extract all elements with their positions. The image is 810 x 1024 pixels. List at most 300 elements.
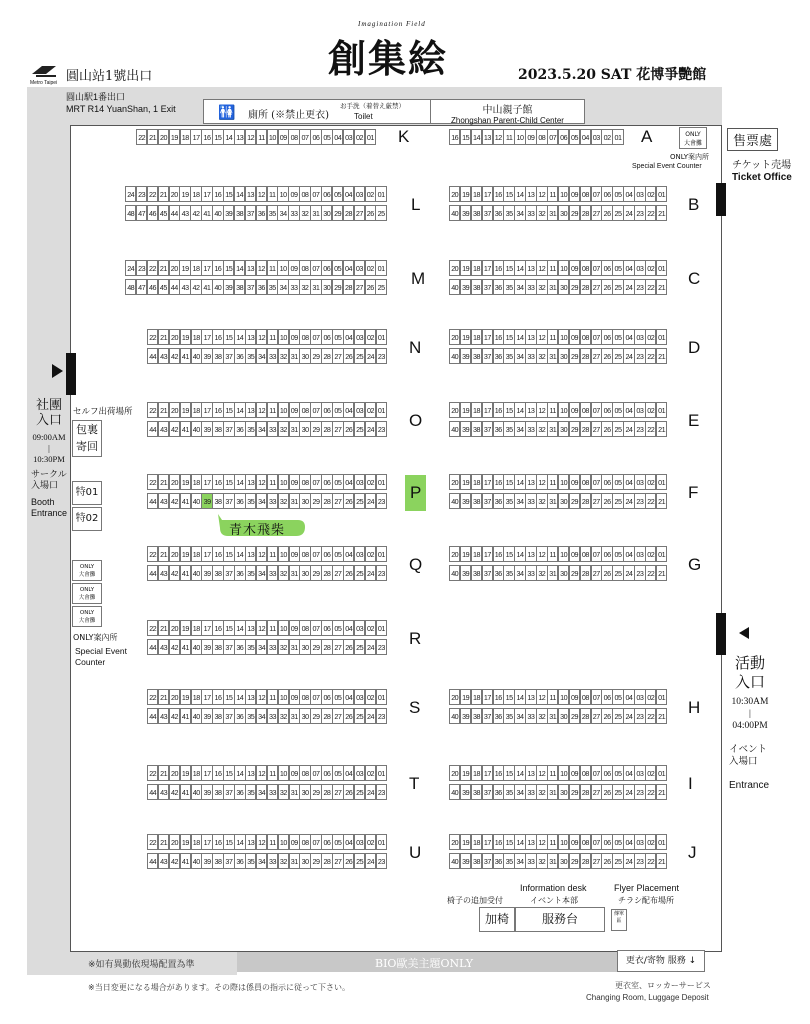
booth-t07[interactable]: 07 <box>310 765 321 781</box>
booth-s42[interactable]: 42 <box>169 708 180 724</box>
booth-q07[interactable]: 07 <box>310 546 321 562</box>
booth-d10[interactable]: 10 <box>558 329 569 345</box>
booth-e14[interactable]: 14 <box>514 402 525 418</box>
booth-g24[interactable]: 24 <box>623 565 634 581</box>
booth-s04[interactable]: 04 <box>343 689 354 705</box>
booth-m20[interactable]: 20 <box>169 260 180 276</box>
booth-k06[interactable]: 06 <box>310 129 321 145</box>
booth-g32[interactable]: 32 <box>536 565 547 581</box>
booth-m13[interactable]: 13 <box>245 260 256 276</box>
booth-m07[interactable]: 07 <box>310 260 321 276</box>
booth-u14[interactable]: 14 <box>234 834 245 850</box>
booth-l03[interactable]: 03 <box>354 186 365 202</box>
booth-b19[interactable]: 19 <box>460 186 471 202</box>
booth-g14[interactable]: 14 <box>514 546 525 562</box>
booth-u06[interactable]: 06 <box>321 834 332 850</box>
booth-q15[interactable]: 15 <box>223 546 234 562</box>
booth-d14[interactable]: 14 <box>514 329 525 345</box>
booth-f34[interactable]: 34 <box>514 493 525 509</box>
booth-g01[interactable]: 01 <box>656 546 667 562</box>
booth-o30[interactable]: 30 <box>299 421 310 437</box>
booth-u38[interactable]: 38 <box>212 853 223 869</box>
booth-c06[interactable]: 06 <box>601 260 612 276</box>
booth-q41[interactable]: 41 <box>180 565 191 581</box>
booth-i35[interactable]: 35 <box>503 784 514 800</box>
booth-r07[interactable]: 07 <box>310 620 321 636</box>
booth-h38[interactable]: 38 <box>471 708 482 724</box>
booth-i26[interactable]: 26 <box>601 784 612 800</box>
booth-m02[interactable]: 02 <box>365 260 376 276</box>
booth-a12[interactable]: 12 <box>493 129 504 145</box>
booth-l23[interactable]: 23 <box>136 186 147 202</box>
booth-k18[interactable]: 18 <box>180 129 191 145</box>
booth-g34[interactable]: 34 <box>514 565 525 581</box>
booth-s01[interactable]: 01 <box>376 689 387 705</box>
booth-j07[interactable]: 07 <box>591 834 602 850</box>
booth-d30[interactable]: 30 <box>558 348 569 364</box>
booth-n22[interactable]: 22 <box>147 329 158 345</box>
booth-u43[interactable]: 43 <box>158 853 169 869</box>
booth-h12[interactable]: 12 <box>536 689 547 705</box>
booth-s03[interactable]: 03 <box>354 689 365 705</box>
booth-o36[interactable]: 36 <box>234 421 245 437</box>
booth-h02[interactable]: 02 <box>645 689 656 705</box>
booth-q35[interactable]: 35 <box>245 565 256 581</box>
booth-c18[interactable]: 18 <box>471 260 482 276</box>
booth-l10[interactable]: 10 <box>277 186 288 202</box>
booth-l39[interactable]: 39 <box>223 205 234 221</box>
booth-u31[interactable]: 31 <box>289 853 300 869</box>
booth-j39[interactable]: 39 <box>460 853 471 869</box>
booth-c11[interactable]: 11 <box>547 260 558 276</box>
booth-e08[interactable]: 08 <box>580 402 591 418</box>
booth-r20[interactable]: 20 <box>169 620 180 636</box>
booth-s02[interactable]: 02 <box>365 689 376 705</box>
booth-i01[interactable]: 01 <box>656 765 667 781</box>
booth-i29[interactable]: 29 <box>569 784 580 800</box>
booth-t44[interactable]: 44 <box>147 784 158 800</box>
booth-s44[interactable]: 44 <box>147 708 158 724</box>
booth-s10[interactable]: 10 <box>278 689 289 705</box>
booth-j29[interactable]: 29 <box>569 853 580 869</box>
booth-m45[interactable]: 45 <box>158 279 169 295</box>
booth-l40[interactable]: 40 <box>212 205 223 221</box>
booth-t31[interactable]: 31 <box>289 784 300 800</box>
booth-s29[interactable]: 29 <box>310 708 321 724</box>
booth-o28[interactable]: 28 <box>321 421 332 437</box>
booth-i10[interactable]: 10 <box>558 765 569 781</box>
booth-n24[interactable]: 24 <box>365 348 376 364</box>
booth-s32[interactable]: 32 <box>278 708 289 724</box>
booth-f08[interactable]: 08 <box>580 474 591 490</box>
booth-g22[interactable]: 22 <box>645 565 656 581</box>
booth-t37[interactable]: 37 <box>223 784 234 800</box>
booth-n25[interactable]: 25 <box>354 348 365 364</box>
booth-m22[interactable]: 22 <box>147 260 158 276</box>
booth-d09[interactable]: 09 <box>569 329 580 345</box>
booth-m28[interactable]: 28 <box>343 279 354 295</box>
booth-i15[interactable]: 15 <box>503 765 514 781</box>
booth-l16[interactable]: 16 <box>212 186 223 202</box>
booth-o08[interactable]: 08 <box>299 402 310 418</box>
booth-k20[interactable]: 20 <box>158 129 169 145</box>
booth-g21[interactable]: 21 <box>656 565 667 581</box>
booth-n30[interactable]: 30 <box>299 348 310 364</box>
booth-c28[interactable]: 28 <box>580 279 591 295</box>
booth-h11[interactable]: 11 <box>547 689 558 705</box>
booth-g39[interactable]: 39 <box>460 565 471 581</box>
booth-r40[interactable]: 40 <box>191 639 202 655</box>
booth-r38[interactable]: 38 <box>212 639 223 655</box>
booth-n29[interactable]: 29 <box>310 348 321 364</box>
booth-n21[interactable]: 21 <box>158 329 169 345</box>
booth-i33[interactable]: 33 <box>525 784 536 800</box>
booth-l08[interactable]: 08 <box>299 186 310 202</box>
booth-o22[interactable]: 22 <box>147 402 158 418</box>
booth-b12[interactable]: 12 <box>536 186 547 202</box>
booth-e06[interactable]: 06 <box>601 402 612 418</box>
booth-n42[interactable]: 42 <box>169 348 180 364</box>
booth-m34[interactable]: 34 <box>277 279 288 295</box>
booth-u39[interactable]: 39 <box>201 853 212 869</box>
booth-q26[interactable]: 26 <box>343 565 354 581</box>
booth-i19[interactable]: 19 <box>460 765 471 781</box>
booth-s38[interactable]: 38 <box>212 708 223 724</box>
booth-b36[interactable]: 36 <box>493 205 504 221</box>
booth-f19[interactable]: 19 <box>460 474 471 490</box>
booth-p36[interactable]: 36 <box>234 493 245 509</box>
booth-u04[interactable]: 04 <box>343 834 354 850</box>
booth-g07[interactable]: 07 <box>591 546 602 562</box>
booth-b23[interactable]: 23 <box>634 205 645 221</box>
booth-t11[interactable]: 11 <box>267 765 278 781</box>
booth-s40[interactable]: 40 <box>191 708 202 724</box>
booth-b13[interactable]: 13 <box>525 186 536 202</box>
booth-d05[interactable]: 05 <box>612 329 623 345</box>
booth-f23[interactable]: 23 <box>634 493 645 509</box>
booth-f15[interactable]: 15 <box>503 474 514 490</box>
booth-e03[interactable]: 03 <box>634 402 645 418</box>
booth-o32[interactable]: 32 <box>278 421 289 437</box>
booth-g09[interactable]: 09 <box>569 546 580 562</box>
booth-t33[interactable]: 33 <box>267 784 278 800</box>
booth-r26[interactable]: 26 <box>343 639 354 655</box>
booth-f07[interactable]: 07 <box>591 474 602 490</box>
booth-p01[interactable]: 01 <box>376 474 387 490</box>
booth-e17[interactable]: 17 <box>482 402 493 418</box>
booth-b24[interactable]: 24 <box>623 205 634 221</box>
booth-n43[interactable]: 43 <box>158 348 169 364</box>
booth-c32[interactable]: 32 <box>536 279 547 295</box>
booth-m35[interactable]: 35 <box>267 279 278 295</box>
booth-q04[interactable]: 04 <box>343 546 354 562</box>
booth-o14[interactable]: 14 <box>234 402 245 418</box>
booth-b11[interactable]: 11 <box>547 186 558 202</box>
booth-b33[interactable]: 33 <box>525 205 536 221</box>
booth-u34[interactable]: 34 <box>256 853 267 869</box>
booth-f12[interactable]: 12 <box>536 474 547 490</box>
booth-r24[interactable]: 24 <box>365 639 376 655</box>
booth-b04[interactable]: 04 <box>623 186 634 202</box>
booth-n34[interactable]: 34 <box>256 348 267 364</box>
booth-e21[interactable]: 21 <box>656 421 667 437</box>
booth-l04[interactable]: 04 <box>343 186 354 202</box>
booth-l06[interactable]: 06 <box>321 186 332 202</box>
booth-f09[interactable]: 09 <box>569 474 580 490</box>
booth-l34[interactable]: 34 <box>277 205 288 221</box>
booth-i38[interactable]: 38 <box>471 784 482 800</box>
booth-h37[interactable]: 37 <box>482 708 493 724</box>
booth-i20[interactable]: 20 <box>449 765 460 781</box>
booth-j20[interactable]: 20 <box>449 834 460 850</box>
booth-n35[interactable]: 35 <box>245 348 256 364</box>
booth-e26[interactable]: 26 <box>601 421 612 437</box>
booth-i37[interactable]: 37 <box>482 784 493 800</box>
booth-p43[interactable]: 43 <box>158 493 169 509</box>
booth-j18[interactable]: 18 <box>471 834 482 850</box>
booth-c23[interactable]: 23 <box>634 279 645 295</box>
booth-l20[interactable]: 20 <box>169 186 180 202</box>
booth-b40[interactable]: 40 <box>449 205 460 221</box>
booth-a08[interactable]: 08 <box>536 129 547 145</box>
booth-p02[interactable]: 02 <box>365 474 376 490</box>
booth-h22[interactable]: 22 <box>645 708 656 724</box>
booth-d35[interactable]: 35 <box>503 348 514 364</box>
booth-c08[interactable]: 08 <box>580 260 591 276</box>
booth-m40[interactable]: 40 <box>212 279 223 295</box>
booth-s08[interactable]: 08 <box>299 689 310 705</box>
booth-m46[interactable]: 46 <box>147 279 158 295</box>
booth-d20[interactable]: 20 <box>449 329 460 345</box>
booth-j21[interactable]: 21 <box>656 853 667 869</box>
booth-o03[interactable]: 03 <box>354 402 365 418</box>
booth-t21[interactable]: 21 <box>158 765 169 781</box>
booth-s11[interactable]: 11 <box>267 689 278 705</box>
booth-p23[interactable]: 23 <box>376 493 387 509</box>
booth-b05[interactable]: 05 <box>612 186 623 202</box>
booth-p29[interactable]: 29 <box>310 493 321 509</box>
booth-f18[interactable]: 18 <box>471 474 482 490</box>
booth-d07[interactable]: 07 <box>591 329 602 345</box>
booth-d11[interactable]: 11 <box>547 329 558 345</box>
booth-j16[interactable]: 16 <box>493 834 504 850</box>
booth-c26[interactable]: 26 <box>601 279 612 295</box>
booth-q18[interactable]: 18 <box>191 546 202 562</box>
booth-a01[interactable]: 01 <box>612 129 623 145</box>
booth-i34[interactable]: 34 <box>514 784 525 800</box>
booth-r37[interactable]: 37 <box>223 639 234 655</box>
booth-f40[interactable]: 40 <box>449 493 460 509</box>
booth-q23[interactable]: 23 <box>376 565 387 581</box>
booth-c19[interactable]: 19 <box>460 260 471 276</box>
booth-q20[interactable]: 20 <box>169 546 180 562</box>
booth-q39[interactable]: 39 <box>201 565 212 581</box>
booth-b07[interactable]: 07 <box>591 186 602 202</box>
booth-u28[interactable]: 28 <box>321 853 332 869</box>
booth-j05[interactable]: 05 <box>612 834 623 850</box>
booth-p19[interactable]: 19 <box>180 474 191 490</box>
booth-f29[interactable]: 29 <box>569 493 580 509</box>
booth-p38[interactable]: 38 <box>212 493 223 509</box>
booth-a13[interactable]: 13 <box>482 129 493 145</box>
booth-n38[interactable]: 38 <box>212 348 223 364</box>
booth-t22[interactable]: 22 <box>147 765 158 781</box>
booth-b16[interactable]: 16 <box>493 186 504 202</box>
booth-s25[interactable]: 25 <box>354 708 365 724</box>
booth-f22[interactable]: 22 <box>645 493 656 509</box>
booth-f14[interactable]: 14 <box>514 474 525 490</box>
booth-o25[interactable]: 25 <box>354 421 365 437</box>
booth-a09[interactable]: 09 <box>525 129 536 145</box>
booth-q22[interactable]: 22 <box>147 546 158 562</box>
booth-d38[interactable]: 38 <box>471 348 482 364</box>
booth-l24[interactable]: 24 <box>125 186 136 202</box>
booth-s26[interactable]: 26 <box>343 708 354 724</box>
booth-n23[interactable]: 23 <box>376 348 387 364</box>
booth-g27[interactable]: 27 <box>591 565 602 581</box>
booth-n09[interactable]: 09 <box>289 329 300 345</box>
booth-u12[interactable]: 12 <box>256 834 267 850</box>
booth-k03[interactable]: 03 <box>343 129 354 145</box>
booth-g38[interactable]: 38 <box>471 565 482 581</box>
booth-t29[interactable]: 29 <box>310 784 321 800</box>
booth-p27[interactable]: 27 <box>332 493 343 509</box>
booth-u21[interactable]: 21 <box>158 834 169 850</box>
booth-j24[interactable]: 24 <box>623 853 634 869</box>
booth-q36[interactable]: 36 <box>234 565 245 581</box>
booth-e13[interactable]: 13 <box>525 402 536 418</box>
booth-e35[interactable]: 35 <box>503 421 514 437</box>
booth-m37[interactable]: 37 <box>245 279 256 295</box>
booth-o10[interactable]: 10 <box>278 402 289 418</box>
booth-j37[interactable]: 37 <box>482 853 493 869</box>
booth-u35[interactable]: 35 <box>245 853 256 869</box>
booth-i04[interactable]: 04 <box>623 765 634 781</box>
booth-f38[interactable]: 38 <box>471 493 482 509</box>
booth-l19[interactable]: 19 <box>179 186 190 202</box>
booth-s21[interactable]: 21 <box>158 689 169 705</box>
booth-j10[interactable]: 10 <box>558 834 569 850</box>
booth-m38[interactable]: 38 <box>234 279 245 295</box>
booth-s35[interactable]: 35 <box>245 708 256 724</box>
booth-d27[interactable]: 27 <box>591 348 602 364</box>
booth-b26[interactable]: 26 <box>601 205 612 221</box>
booth-h29[interactable]: 29 <box>569 708 580 724</box>
booth-b01[interactable]: 01 <box>656 186 667 202</box>
booth-b14[interactable]: 14 <box>514 186 525 202</box>
booth-t03[interactable]: 03 <box>354 765 365 781</box>
booth-c29[interactable]: 29 <box>569 279 580 295</box>
booth-u11[interactable]: 11 <box>267 834 278 850</box>
booth-g37[interactable]: 37 <box>482 565 493 581</box>
booth-s41[interactable]: 41 <box>180 708 191 724</box>
booth-t28[interactable]: 28 <box>321 784 332 800</box>
booth-n32[interactable]: 32 <box>278 348 289 364</box>
booth-p30[interactable]: 30 <box>299 493 310 509</box>
booth-f01[interactable]: 01 <box>656 474 667 490</box>
booth-r05[interactable]: 05 <box>332 620 343 636</box>
booth-d13[interactable]: 13 <box>525 329 536 345</box>
booth-t35[interactable]: 35 <box>245 784 256 800</box>
booth-o18[interactable]: 18 <box>191 402 202 418</box>
booth-c14[interactable]: 14 <box>514 260 525 276</box>
booth-t05[interactable]: 05 <box>332 765 343 781</box>
booth-t06[interactable]: 06 <box>321 765 332 781</box>
booth-q14[interactable]: 14 <box>234 546 245 562</box>
booth-i11[interactable]: 11 <box>547 765 558 781</box>
booth-e33[interactable]: 33 <box>525 421 536 437</box>
booth-r41[interactable]: 41 <box>180 639 191 655</box>
booth-q02[interactable]: 02 <box>365 546 376 562</box>
booth-h33[interactable]: 33 <box>525 708 536 724</box>
booth-l18[interactable]: 18 <box>190 186 201 202</box>
booth-m14[interactable]: 14 <box>234 260 245 276</box>
booth-c17[interactable]: 17 <box>482 260 493 276</box>
booth-r16[interactable]: 16 <box>212 620 223 636</box>
booth-u18[interactable]: 18 <box>191 834 202 850</box>
booth-n13[interactable]: 13 <box>245 329 256 345</box>
booth-h15[interactable]: 15 <box>503 689 514 705</box>
booth-h16[interactable]: 16 <box>493 689 504 705</box>
booth-e12[interactable]: 12 <box>536 402 547 418</box>
booth-f30[interactable]: 30 <box>558 493 569 509</box>
booth-o26[interactable]: 26 <box>343 421 354 437</box>
booth-l15[interactable]: 15 <box>223 186 234 202</box>
booth-g06[interactable]: 06 <box>601 546 612 562</box>
booth-p28[interactable]: 28 <box>321 493 332 509</box>
booth-l25[interactable]: 25 <box>375 205 386 221</box>
booth-b17[interactable]: 17 <box>482 186 493 202</box>
booth-r23[interactable]: 23 <box>376 639 387 655</box>
booth-n19[interactable]: 19 <box>180 329 191 345</box>
booth-h28[interactable]: 28 <box>580 708 591 724</box>
booth-r43[interactable]: 43 <box>158 639 169 655</box>
booth-b06[interactable]: 06 <box>601 186 612 202</box>
booth-r22[interactable]: 22 <box>147 620 158 636</box>
booth-f26[interactable]: 26 <box>601 493 612 509</box>
booth-o06[interactable]: 06 <box>321 402 332 418</box>
booth-m26[interactable]: 26 <box>365 279 376 295</box>
booth-s24[interactable]: 24 <box>365 708 376 724</box>
booth-u22[interactable]: 22 <box>147 834 158 850</box>
booth-q33[interactable]: 33 <box>267 565 278 581</box>
booth-f28[interactable]: 28 <box>580 493 591 509</box>
booth-b28[interactable]: 28 <box>580 205 591 221</box>
booth-s34[interactable]: 34 <box>256 708 267 724</box>
booth-r25[interactable]: 25 <box>354 639 365 655</box>
booth-r44[interactable]: 44 <box>147 639 158 655</box>
booth-j03[interactable]: 03 <box>634 834 645 850</box>
booth-s37[interactable]: 37 <box>223 708 234 724</box>
booth-p16[interactable]: 16 <box>212 474 223 490</box>
booth-o20[interactable]: 20 <box>169 402 180 418</box>
booth-i21[interactable]: 21 <box>656 784 667 800</box>
booth-a03[interactable]: 03 <box>591 129 602 145</box>
booth-n06[interactable]: 06 <box>321 329 332 345</box>
booth-f04[interactable]: 04 <box>623 474 634 490</box>
booth-s16[interactable]: 16 <box>212 689 223 705</box>
booth-c03[interactable]: 03 <box>634 260 645 276</box>
booth-d34[interactable]: 34 <box>514 348 525 364</box>
booth-c05[interactable]: 05 <box>612 260 623 276</box>
booth-c27[interactable]: 27 <box>591 279 602 295</box>
booth-i14[interactable]: 14 <box>514 765 525 781</box>
booth-r35[interactable]: 35 <box>245 639 256 655</box>
booth-n15[interactable]: 15 <box>223 329 234 345</box>
booth-k16[interactable]: 16 <box>201 129 212 145</box>
booth-s20[interactable]: 20 <box>169 689 180 705</box>
booth-a05[interactable]: 05 <box>569 129 580 145</box>
